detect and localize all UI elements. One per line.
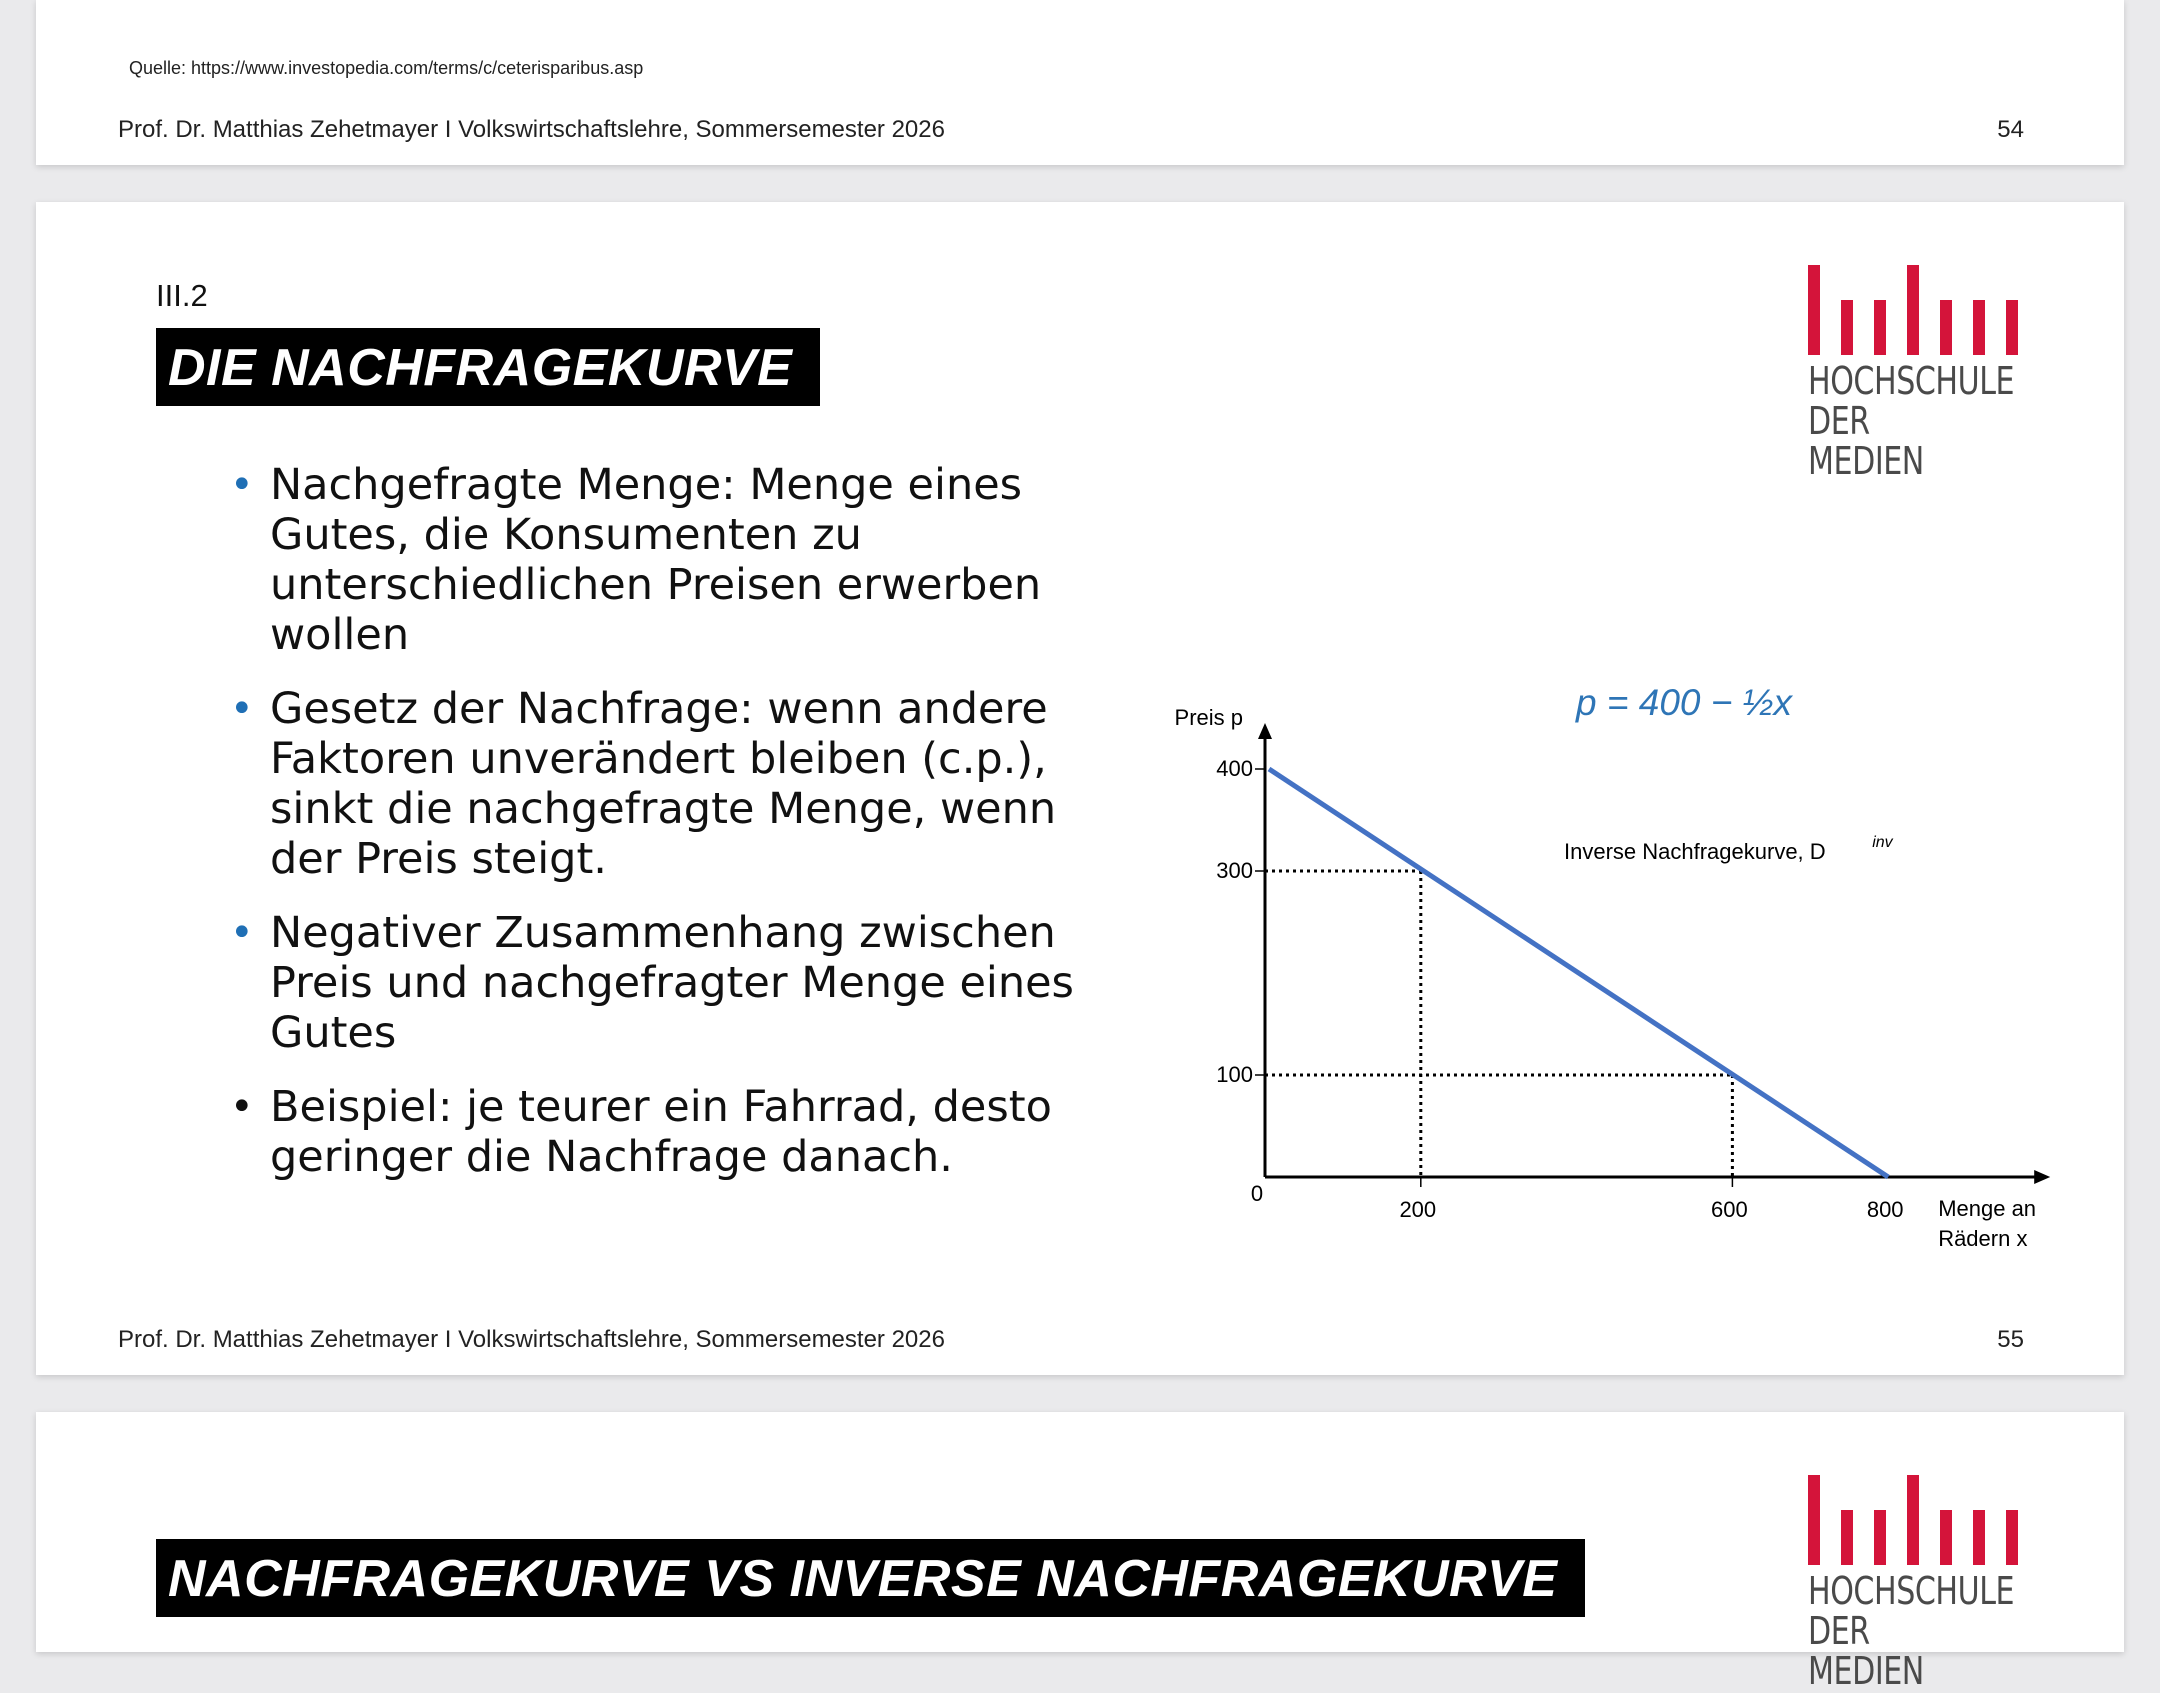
slide-title: DIE NACHFRAGEKURVE [156, 328, 820, 406]
bullet-dot-icon: • [230, 910, 254, 956]
curve-label: Inverse Nachfragekurve, D [1564, 839, 1826, 864]
bullet-dot-icon: • [230, 462, 254, 508]
logo-line-2: DER MEDIEN [1808, 1609, 1924, 1693]
slide-footer: Prof. Dr. Matthias Zehetmayer I Volkswirtschaftslehre, Sommersemester 2026 [118, 1326, 945, 1353]
bullet-item: • Negativer Zusammenhang zwischen Preis und nachgefragter Menge eines Gutes [230, 908, 1074, 1058]
curve-label-superscript: inv [1872, 834, 1893, 851]
bullet-dot-icon: • [230, 1084, 254, 1130]
section-label: III.2 [156, 278, 208, 313]
hdm-logo [1808, 1470, 2018, 1691]
y-axis-label: Preis p [1174, 705, 1243, 730]
bullet-item: • Gesetz der Nachfrage: wenn andere Faktoren unverändert bleiben (c.p.), sinkt die nachgefragte Menge, wenn der Preis steigt. [230, 684, 1057, 884]
origin-label: 0 [1250, 1181, 1264, 1206]
slide-title: NACHFRAGEKURVE VS INVERSE NACHFRAGEKURVE [156, 1539, 1585, 1617]
y-tick-label-100: 100 [1216, 1062, 1253, 1087]
bullet-dot-icon: • [230, 686, 254, 732]
x-tick-label-800: 800 [1866, 1197, 1904, 1222]
page-number: 55 [1997, 1326, 2024, 1353]
y-tick-label-400: 400 [1216, 756, 1253, 781]
x-axis-label-line2: Rädern x [1938, 1226, 2028, 1251]
logo-bars-icon [1808, 1470, 2018, 1565]
page-number: 54 [1997, 116, 2024, 143]
demand-curve-line [1269, 769, 1888, 1177]
demand-chart [36, 202, 2124, 1375]
slide-54 [36, 0, 2124, 165]
logo-line-1: HOCHSCHULE [1808, 1569, 2015, 1613]
slide-56 [36, 1412, 2124, 1693]
bullet-item: • Beispiel: je teurer ein Fahrrad, desto geringer die Nachfrage danach. [230, 1082, 1052, 1182]
x-axis-arrow-icon [2034, 1170, 2050, 1184]
slide-footer: Prof. Dr. Matthias Zehetmayer I Volkswirtschaftslehre, Sommersemester 2026 [118, 116, 945, 143]
y-axis-arrow-icon [1258, 723, 1272, 739]
x-tick-label-200: 200 [1399, 1197, 1437, 1222]
logo-line-1: HOCHSCHULE [1808, 359, 2015, 403]
slide-55 [36, 202, 2124, 1375]
x-axis-label-line1: Menge an [1938, 1196, 2037, 1221]
logo-line-2: DER MEDIEN [1808, 399, 1924, 483]
source-citation: Quelle: https://www.investopedia.com/terms/c/ceterisparibus.asp [129, 58, 644, 78]
y-tick-label-300: 300 [1216, 858, 1253, 883]
x-tick-label-600: 600 [1711, 1197, 1748, 1222]
bullet-item: • Nachgefragte Menge: Menge eines Gutes, die Konsumenten zu unterschiedlichen Preisen erwerben wollen [230, 460, 1042, 660]
demand-equation: p = 400 − ½x [1576, 682, 1793, 723]
